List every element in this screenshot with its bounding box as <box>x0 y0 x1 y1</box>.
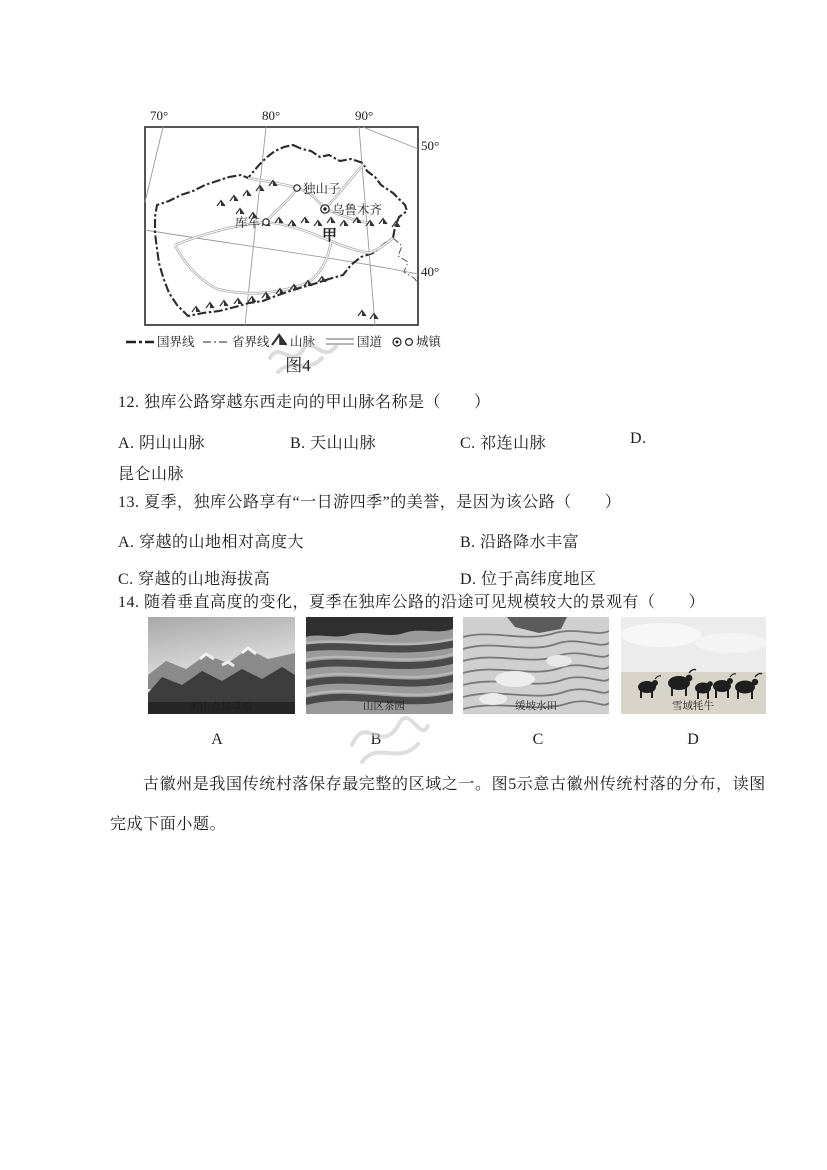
figure4-map <box>112 102 452 385</box>
city-kuche <box>235 215 269 230</box>
town-marker <box>294 185 300 191</box>
xinjiang-map-svg <box>112 102 452 380</box>
passage-line-2: 完成下面小题。 <box>110 816 227 833</box>
figure4-caption: 图4 <box>285 356 311 375</box>
photo-c-caption: 缓坡水田 <box>515 701 557 712</box>
q13-option-c: C. 穿越的山地海拔高 <box>118 571 271 588</box>
photo-a-snow-mountain <box>148 617 295 714</box>
q12-option-c: C. 祁连山脉 <box>460 435 547 452</box>
legend-road-icon <box>326 339 354 344</box>
photo-d-yaks <box>621 617 766 714</box>
city-label-dushanzi: 独山子 <box>303 182 341 196</box>
q12-option-b: B. 天山山脉 <box>290 435 377 452</box>
passage-line-1: 古徽州是我国传统村落保存最完整的区域之一。图5示意古徽州传统村落的分布，读图 <box>143 776 766 793</box>
map-frame <box>145 127 418 325</box>
photo-label-b: B <box>370 731 382 748</box>
question-12-stem: 12. 独库公路穿越东西走向的甲山脉名称是（ ） <box>118 394 491 411</box>
legend-national-boundary-label: 国界线 <box>157 335 195 349</box>
photo-d-caption: 雪域牦牛 <box>672 701 714 712</box>
lon-label-90: 90° <box>355 108 374 123</box>
lat-label-40: 40° <box>421 264 440 279</box>
mountain-range-kunlun <box>192 277 378 320</box>
q13-option-b: B. 沿路降水丰富 <box>460 534 580 551</box>
photo-label-d: D <box>687 731 699 748</box>
city-marker-inner <box>323 207 326 210</box>
watermark <box>340 700 440 780</box>
question-13-stem: 13. 夏季，独库公路享有“一日游四季”的美誉，是因为该公路（ ） <box>118 494 622 511</box>
legend-town-label: 城镇 <box>416 335 442 349</box>
town-marker <box>263 219 269 225</box>
photo-b-caption: 山区茶园 <box>363 701 405 712</box>
photo-c-paddy-field <box>463 617 609 714</box>
q13-option-d: D. 位于高纬度地区 <box>460 571 597 588</box>
photo-a-caption: 雪山森林草原 <box>189 702 253 713</box>
lat-label-50: 50° <box>421 138 440 153</box>
photo-label-a: A <box>211 731 223 748</box>
city-label-urumqi: 乌鲁木齐 <box>332 203 383 217</box>
question-14-stem: 14. 随着垂直高度的变化，夏季在独库公路的沿途可见规模较大的景观有（ ） <box>118 594 706 611</box>
legend-mountain-label: 山脉 <box>290 335 316 349</box>
legend-mountain-icon <box>272 335 286 345</box>
marker-jia-label: 甲 <box>322 228 338 244</box>
map-legend <box>126 334 443 349</box>
graticule-lines <box>145 127 418 325</box>
q13-option-a: A. 穿越的山地相对高度大 <box>118 534 305 551</box>
lon-label-70: 70° <box>150 108 169 123</box>
legend-road-label: 国道 <box>357 335 383 349</box>
mountain-range-borohoro <box>217 181 277 207</box>
legend-town-icon <box>393 338 412 346</box>
city-label-kuche: 库车 <box>234 216 260 230</box>
q12-option-a: A. 阴山山脉 <box>118 435 206 452</box>
q12-option-d: D. <box>630 430 647 447</box>
q12-option-d-wrap: 昆仑山脉 <box>118 466 185 483</box>
photo-label-c: C <box>532 731 544 748</box>
legend-province-boundary-label: 省界线 <box>232 335 270 349</box>
province-boundary-line <box>393 238 418 283</box>
lon-label-80: 80° <box>262 108 281 123</box>
